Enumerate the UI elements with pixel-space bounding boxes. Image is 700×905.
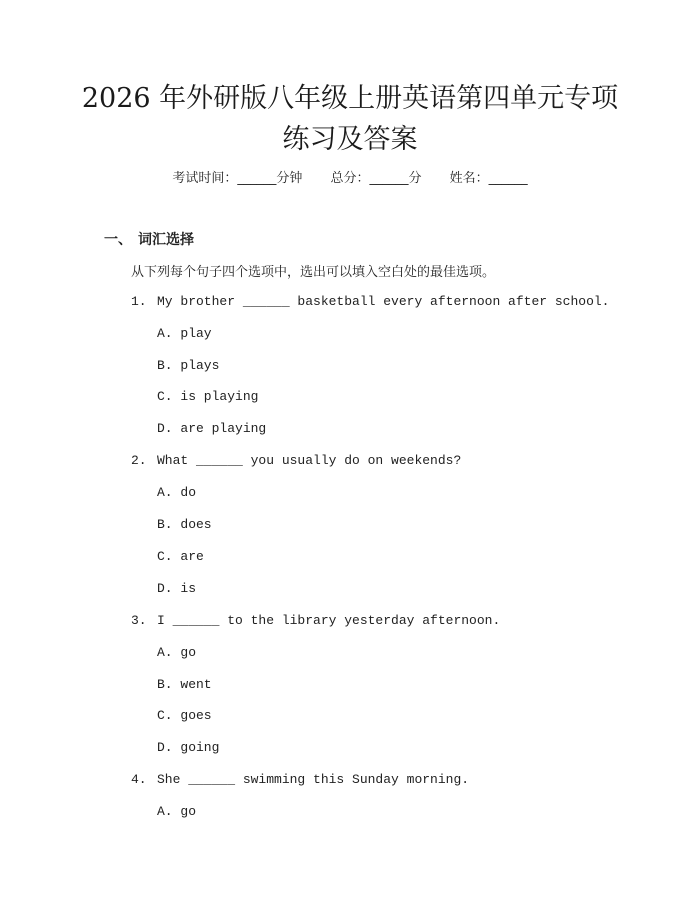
question-number: 2. — [131, 453, 147, 468]
section-title: 词汇选择 — [138, 232, 194, 248]
option: A. do — [157, 485, 197, 500]
student-name: 姓名：______ — [449, 171, 528, 186]
question-text: She ______ swimming this Sunday morning. — [157, 772, 470, 787]
option: B. does — [157, 517, 212, 532]
option: A. go — [157, 645, 197, 660]
option: B. went — [157, 677, 212, 692]
question-text: My brother ______ basketball every afternoon after school. — [157, 294, 610, 309]
question-text: I ______ to the library yesterday afternoon. — [157, 613, 501, 628]
option: C. are — [157, 549, 204, 564]
option: D. going — [157, 740, 220, 755]
question-number: 3. — [131, 613, 147, 628]
document-title — [0, 78, 700, 160]
option: C. goes — [157, 708, 212, 723]
option: C. is playing — [157, 389, 259, 404]
total-score: 总分：______分 — [330, 171, 422, 186]
section-heading — [104, 229, 194, 249]
option: D. are playing — [157, 421, 267, 436]
title-line-2: 练习及答案 — [282, 124, 418, 155]
exam-time: 考试时间：______分钟 — [172, 171, 303, 186]
option: B. plays — [157, 358, 220, 373]
exam-info-bar — [0, 167, 700, 186]
question-number: 4. — [131, 772, 147, 787]
question-text: What ______ you usually do on weekends? — [157, 453, 462, 468]
question-number: 1. — [131, 294, 147, 309]
title-line-1: 2026 年外研版八年级上册英语第四单元专项 — [81, 83, 619, 114]
option: D. is — [157, 581, 197, 596]
option: A. go — [157, 804, 197, 819]
option: A. play — [157, 326, 212, 341]
section-number: 一、 — [104, 232, 132, 248]
section-instruction: 从下列每个句子四个选项中，选出可以填入空白处的最佳选项。 — [131, 265, 496, 280]
